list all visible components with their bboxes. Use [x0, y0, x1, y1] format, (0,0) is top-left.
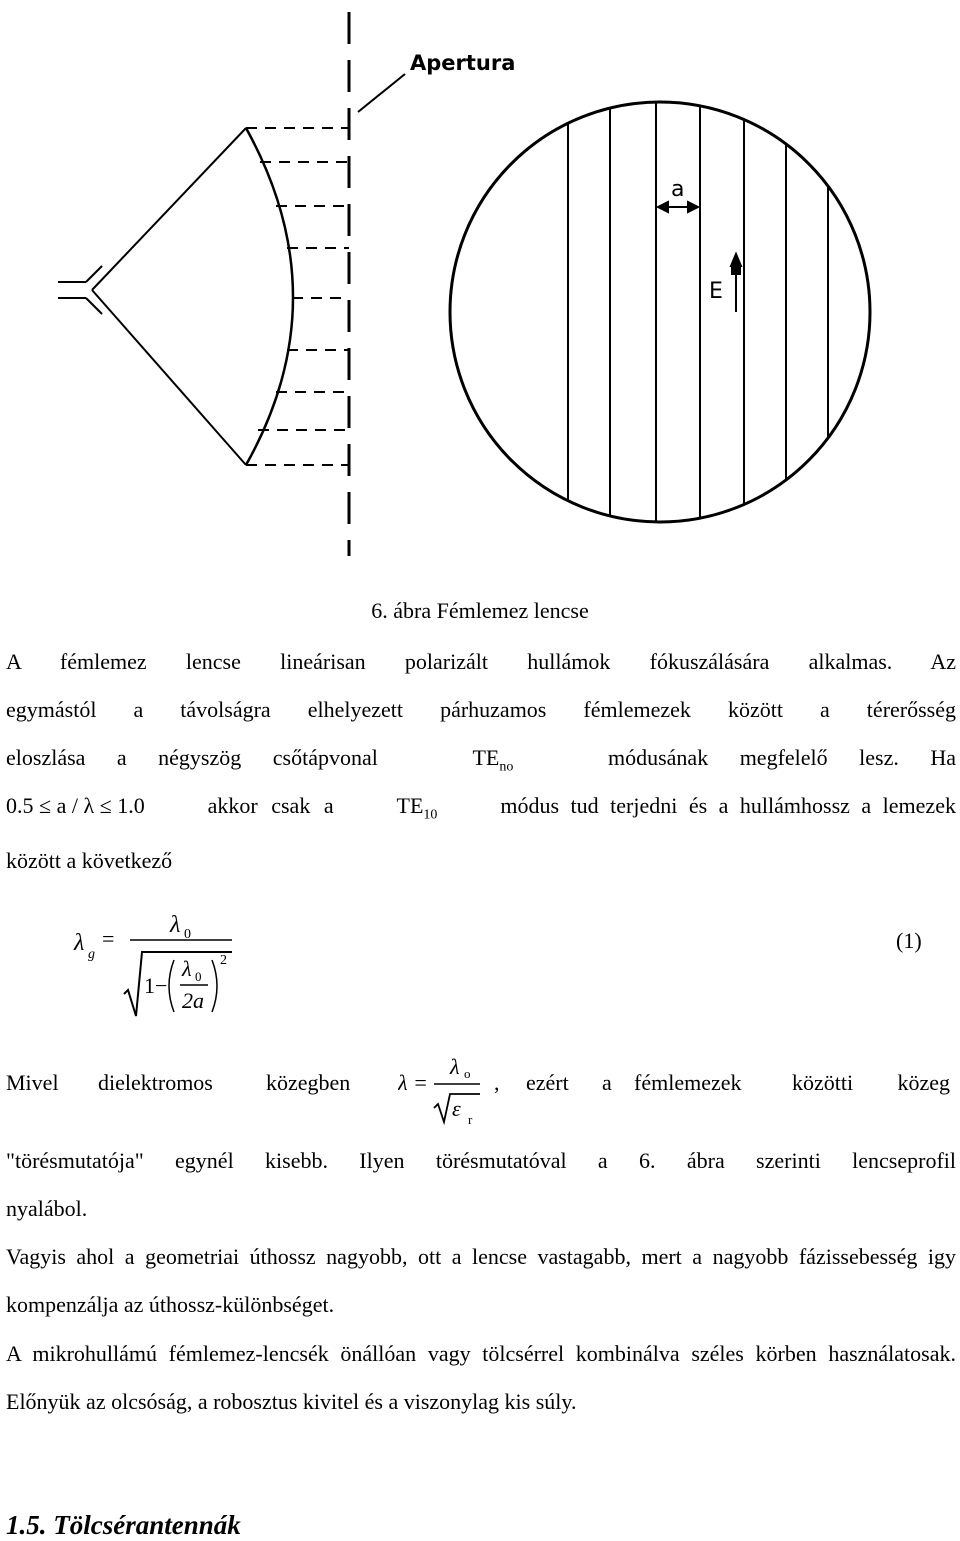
eq1-inner-num-sub: 0 [195, 969, 202, 984]
section-heading: 1.5. Tölcsérantennák [6, 1510, 241, 1540]
para2-line2-text: "törésmutatója" egynél kisebb. Ilyen törésmutatóval a 6. ábra szerinti lencseprofil [6, 1148, 956, 1173]
spacing-dimension-arrow [658, 202, 698, 212]
lens-profile-curve [246, 128, 293, 465]
eq1-lhs-sub: g [88, 947, 95, 962]
para3: Vagyis ahol a geometriai úthossz nagyobb, ott a lencse vastagabb, mert a nagyobb fázissebesség igy kompenzálja az úthossz-különbséget. [6, 1244, 956, 1317]
lens-plates [246, 128, 349, 465]
para2-w4: ezért [526, 1070, 569, 1095]
svg-text:λ: λ [450, 1054, 460, 1079]
e-field-label: E [709, 279, 723, 304]
para2-comma: , [494, 1070, 500, 1095]
aperture-circle [450, 102, 870, 522]
para2-w5: a [602, 1070, 612, 1095]
svg-text:o: o [464, 1066, 471, 1081]
eq1-left-paren [169, 960, 174, 1012]
para2-w2: dielektromos [98, 1070, 213, 1095]
eq1-lhs: λ [74, 930, 85, 956]
eq1-one-minus: 1− [144, 973, 168, 998]
para1-line2 [6, 697, 956, 723]
te-no-mode: $TE_{no}$ [472, 745, 514, 775]
svg-text:r: r [468, 1112, 473, 1127]
eq1-inner-den: 2a [182, 988, 204, 1013]
equation-1-label: (1) [896, 928, 922, 953]
para1-line4-post: módus tud terjedni és a hullámhossz a lemezek [500, 793, 956, 818]
svg-text:λ =: λ = [398, 1070, 428, 1095]
para1-line3-pre: eloszlása a négyszög csőtápvonal [6, 745, 378, 770]
eq1-inner-num: λ [182, 956, 192, 981]
te-10-mode: $TE_{10}$ [396, 793, 438, 823]
eq1-right-paren [212, 960, 217, 1012]
equation-2 [398, 1048, 508, 1130]
para2-w7: közötti [792, 1070, 854, 1095]
aperture-pointer [358, 74, 405, 112]
aperture-plate-lines [568, 100, 828, 530]
para2-w6: fémlemezek [634, 1070, 742, 1095]
equation-1 [60, 908, 280, 1028]
para2-w1: Mivel [6, 1070, 59, 1095]
para4: A mikrohullámú fémlemez-lencsék önállóan vagy tölcsérrel kombinálva széles körben használatosak. Előnyük az olcsóság, a robosztus kivitel és a viszonylag kis súly. [6, 1341, 956, 1414]
eq1-sqrt-sign [124, 952, 232, 1016]
eq1-num-sub: 0 [184, 927, 191, 942]
spacing-label: a [671, 177, 685, 202]
para1-line3-post: módusának megfelelő lesz. Ha [607, 745, 956, 770]
feed-horn-icon [58, 266, 102, 314]
para1-line4 [6, 793, 956, 823]
ratio-condition: 0.5 ≤ a / λ ≤ 1.0 [6, 793, 145, 818]
svg-text:ε: ε [452, 1096, 461, 1121]
feed-rays [92, 128, 246, 465]
para2-line2 [6, 1148, 956, 1174]
para2-line3: nyalábol. [6, 1196, 88, 1221]
eq1-num: λ [170, 912, 181, 938]
para1-line2-text: egymástól a távolságra elhelyezett párhuzamos fémlemezek között a térerősség [6, 697, 956, 722]
para2-w8: közeg [897, 1070, 950, 1095]
para1-line1-text: A fémlemez lencse lineárisan polarizált hullámok fókuszálására alkalmas. Az [6, 649, 956, 674]
para1-line3 [6, 745, 956, 775]
eq1-exponent: 2 [220, 953, 227, 968]
para1-line5: között a következő [6, 848, 173, 873]
para1-line4-pre: akkor csak a [207, 793, 334, 818]
para1-line1 [6, 649, 956, 675]
lens-figure [0, 0, 960, 590]
e-field-arrow-icon [731, 254, 741, 312]
para2-line1 [6, 1054, 956, 1130]
figure-caption: 6. ábra Fémlemez lencse [371, 598, 589, 623]
eq1-equals: = [102, 926, 115, 951]
aperture-label: Apertura [410, 51, 516, 75]
para2-w3: közegben [266, 1070, 351, 1095]
